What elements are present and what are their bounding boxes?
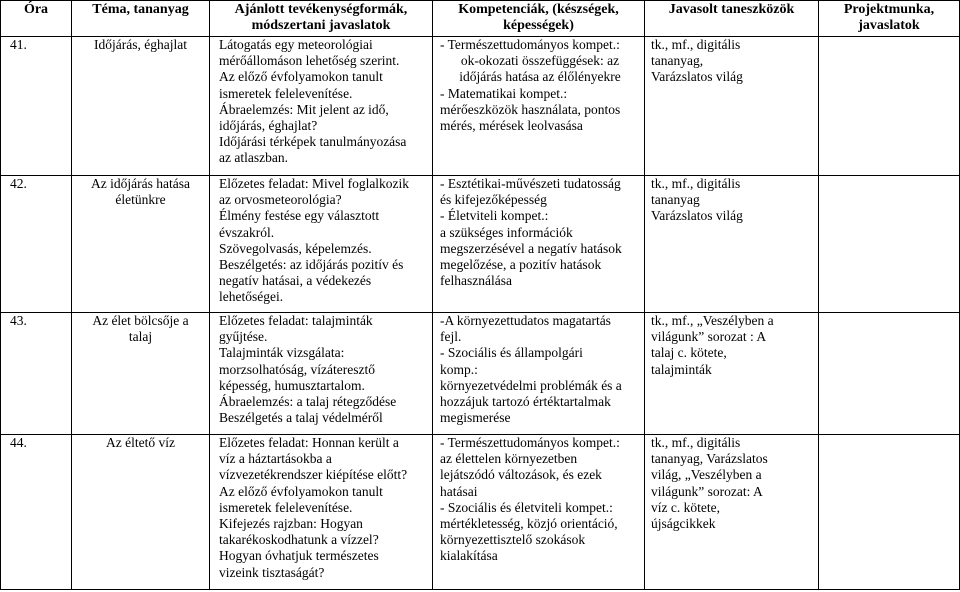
header-projekt bbox=[819, 1, 960, 37]
topic-cell bbox=[72, 313, 210, 435]
text-line: időjárás hatása az élőlényekre bbox=[459, 69, 621, 85]
text-line: lejátszódó változások, és ezek bbox=[440, 467, 602, 483]
lesson-number: 41. bbox=[1, 37, 72, 176]
text-line: világunk” sorozat: A bbox=[651, 483, 763, 499]
text-line: mérőállomáson lehetőség szerint. bbox=[219, 53, 400, 69]
text-line: Kifejezés rajzban: Hogyan bbox=[219, 516, 363, 532]
text-line: Előzetes feladat: talajminták bbox=[219, 313, 373, 328]
text-line: környezettisztelő szokások bbox=[440, 532, 586, 548]
text-line: takarékoskodhatunk a vízzel? bbox=[219, 532, 379, 548]
text-line: képességek) bbox=[503, 18, 574, 33]
lesson-number: 42. bbox=[1, 176, 72, 313]
text-line: morzsolhatóság, vízáteresztő bbox=[219, 361, 375, 377]
text-line: hatásai bbox=[440, 483, 478, 499]
text-line: talaj bbox=[128, 329, 153, 345]
text-line: Varázslatos világ bbox=[651, 208, 743, 224]
text-line: talajminták bbox=[651, 361, 712, 377]
text-line: - Esztétikai-művészeti tudatosság bbox=[440, 176, 621, 191]
header-row bbox=[1, 1, 960, 37]
text-line: felhasználása bbox=[440, 273, 512, 289]
text-line: kialakítása bbox=[440, 548, 498, 564]
text-line: Ábraelemzés: Mit jelent az idő, bbox=[219, 101, 389, 117]
tools-cell bbox=[645, 37, 819, 176]
text-line: Az előző évfolyamokon tanult bbox=[219, 483, 383, 499]
text-line: -A környezettudatos magatartás bbox=[440, 313, 611, 328]
text-line: módszertani javaslatok bbox=[251, 18, 391, 33]
text-line: gyűjtése. bbox=[219, 329, 268, 345]
text-line: víz a háztartásokba a bbox=[219, 451, 332, 467]
text-line: és kifejezőképesség bbox=[440, 192, 547, 208]
text-line: Kompetenciák, (készségek, bbox=[458, 2, 619, 17]
text-line: évszakról. bbox=[219, 224, 275, 240]
text-line: az atlaszban. bbox=[219, 150, 288, 166]
table-row bbox=[1, 435, 960, 590]
project-cell bbox=[819, 313, 960, 435]
text-line: vizeink tisztaságát? bbox=[219, 564, 325, 580]
text-line: tk., mf., digitális bbox=[651, 37, 741, 52]
text-line: Ajánlott tevékenységformák, bbox=[234, 2, 408, 17]
text-line: ok-okozati összefüggések: az bbox=[460, 53, 620, 69]
text-line: vízvezetékrendszer kiépítése előtt? bbox=[219, 467, 408, 483]
text-line: Szövegolvasás, képelemzés. bbox=[219, 240, 372, 256]
text-line: víz c. kötete, bbox=[651, 499, 720, 515]
text-line: az orvosmeteorológia? bbox=[219, 192, 342, 208]
text-line: lehetőségei. bbox=[219, 289, 284, 305]
text-line: Látogatás egy meteorológiai bbox=[219, 37, 373, 52]
text-line: mértékletesség, közjó orientáció, bbox=[440, 516, 618, 532]
text-line: Javasolt taneszközök bbox=[668, 2, 795, 17]
text-line: az élettelen környezetben bbox=[440, 451, 578, 467]
text-line: - Természettudományos kompet.: bbox=[440, 37, 620, 52]
text-line: Élmény festése egy választott bbox=[219, 208, 380, 224]
text-line: Projektmunka, bbox=[843, 2, 935, 17]
text-line: - Életviteli kompet.: bbox=[440, 208, 549, 224]
lesson-number: 43. bbox=[1, 313, 72, 435]
competencies-cell bbox=[433, 435, 645, 590]
tools-cell bbox=[645, 435, 819, 590]
text-line: Beszélgetés a talaj védelméről bbox=[219, 410, 383, 426]
text-line: ismeretek felelevenítése. bbox=[219, 499, 353, 515]
text-line: Talajminták vizsgálata: bbox=[219, 345, 345, 361]
competencies-cell bbox=[433, 176, 645, 313]
header-tevekenyseg bbox=[210, 1, 433, 37]
text-line: Beszélgetés: az időjárás pozitív és bbox=[219, 257, 404, 273]
text-line: világ, „Veszélyben a bbox=[651, 467, 762, 483]
activities-cell bbox=[210, 435, 433, 590]
text-line: a szükséges információk bbox=[440, 224, 573, 240]
header-ora bbox=[1, 1, 72, 37]
tools-cell bbox=[645, 313, 819, 435]
text-line: hozzájuk tartozó értéktartalmak bbox=[440, 394, 611, 410]
text-line: Időjárás, éghajlat bbox=[94, 37, 187, 52]
text-line: - Matematikai kompet.: bbox=[440, 85, 568, 101]
table-row bbox=[1, 37, 960, 176]
text-line: újságcikkek bbox=[651, 516, 716, 532]
text-line: Hogyan óvhatjuk természetes bbox=[219, 548, 379, 564]
text-line: Az előző évfolyamokon tanult bbox=[219, 69, 383, 85]
topic-cell bbox=[72, 435, 210, 590]
text-line: Varázslatos világ bbox=[651, 69, 743, 85]
text-line: - Szociális és életviteli kompet.: bbox=[440, 499, 613, 515]
project-cell bbox=[819, 37, 960, 176]
text-line: Óra bbox=[23, 2, 49, 17]
text-line: időjárás, éghajlat? bbox=[219, 118, 318, 134]
table-row bbox=[1, 313, 960, 435]
text-line: Előzetes feladat: Honnan került a bbox=[219, 435, 399, 450]
activities-cell bbox=[210, 313, 433, 435]
text-line: megelőzése, a pozitív hatások bbox=[440, 257, 602, 273]
text-line: - Természettudományos kompet.: bbox=[440, 435, 620, 450]
text-line: ismeretek felelevenítése. bbox=[219, 85, 353, 101]
text-line: fejl. bbox=[440, 329, 462, 345]
text-line: Téma, tananyag bbox=[92, 2, 189, 17]
competencies-cell bbox=[433, 37, 645, 176]
text-line: Az éltető víz bbox=[106, 435, 175, 450]
table-row bbox=[1, 176, 960, 313]
project-cell bbox=[819, 435, 960, 590]
project-cell bbox=[819, 176, 960, 313]
text-line: mérés, mérések leolvasása bbox=[440, 118, 583, 134]
competencies-cell bbox=[433, 313, 645, 435]
text-line: tk., mf., digitális bbox=[651, 176, 741, 191]
text-line: megszerzésével a negatív hatások bbox=[440, 240, 622, 256]
lesson-number: 44. bbox=[1, 435, 72, 590]
text-line: javaslatok bbox=[858, 18, 920, 33]
text-line: tk., mf., digitális bbox=[651, 435, 741, 450]
text-line: Az élet bölcsője a bbox=[92, 313, 189, 328]
topic-cell bbox=[72, 37, 210, 176]
text-line: Előzetes feladat: Mivel foglalkozik bbox=[219, 176, 410, 191]
header-eszkozok bbox=[645, 1, 819, 37]
text-line: világunk” sorozat : A bbox=[651, 329, 767, 345]
text-line: - Szociális és állampolgári bbox=[440, 345, 583, 361]
tools-cell bbox=[645, 176, 819, 313]
text-line: Időjárási térképek tanulmányozása bbox=[219, 134, 407, 150]
header-kompetenciak bbox=[433, 1, 645, 37]
text-line: környezetvédelmi problémák és a bbox=[440, 377, 622, 393]
text-line: képesség, humusztartalom. bbox=[219, 377, 365, 393]
text-line: Ábraelemzés: a talaj rétegződése bbox=[219, 394, 397, 410]
text-line: negatív hatásai, a védekezés bbox=[219, 273, 372, 289]
text-line: megismerése bbox=[440, 410, 511, 426]
text-line: tananyag, bbox=[651, 53, 704, 69]
text-line: mérőeszközök használata, pontos bbox=[440, 101, 621, 117]
text-line: talaj c. kötete, bbox=[651, 345, 727, 361]
text-line: tk., mf., „Veszélyben a bbox=[651, 313, 774, 328]
topic-cell bbox=[72, 176, 210, 313]
activities-cell bbox=[210, 176, 433, 313]
text-line: Az időjárás hatása bbox=[91, 176, 190, 191]
activities-cell bbox=[210, 37, 433, 176]
text-line: tananyag bbox=[651, 192, 700, 208]
text-line: komp.: bbox=[440, 361, 478, 377]
text-line: életünkre bbox=[115, 192, 166, 208]
text-line: tananyag, Varázslatos bbox=[651, 451, 768, 467]
header-tema bbox=[72, 1, 210, 37]
